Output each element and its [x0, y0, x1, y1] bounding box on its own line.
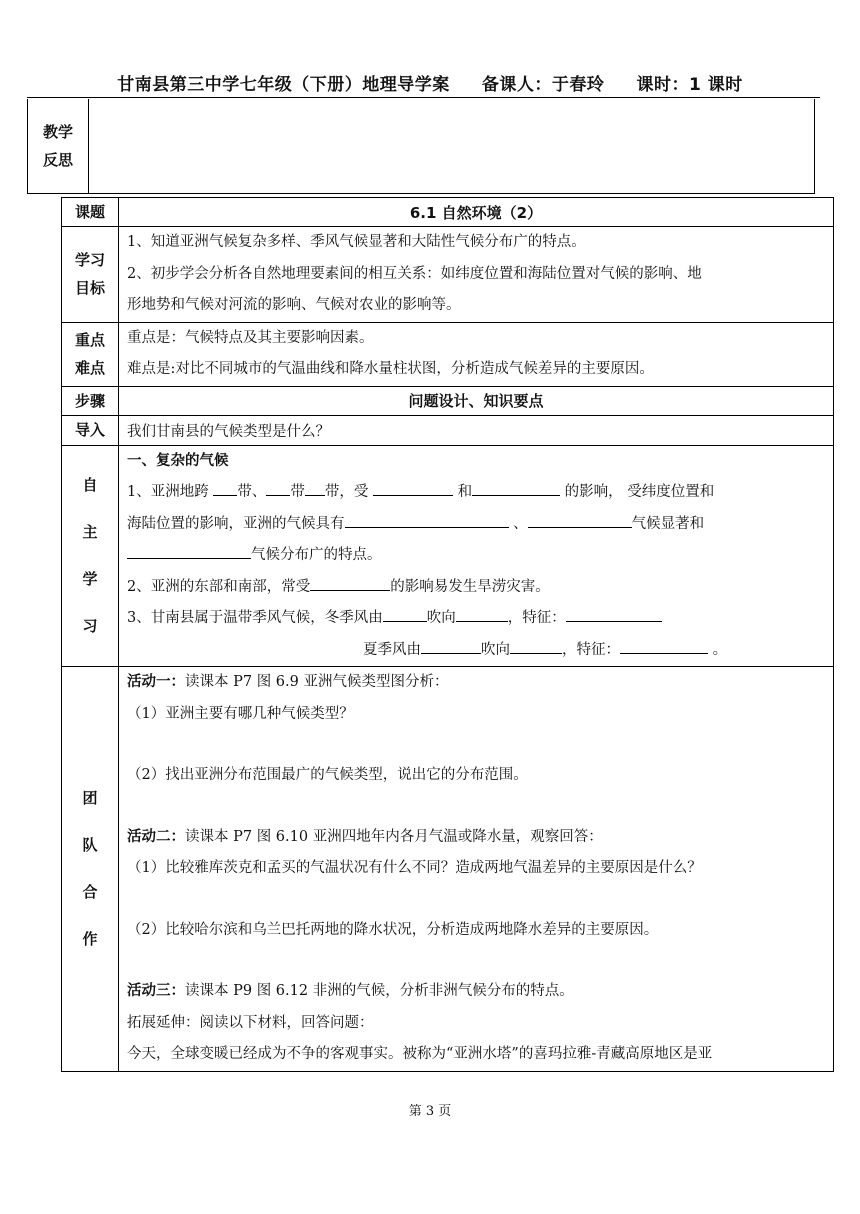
answer-space[interactable] [127, 885, 827, 915]
activity-3 [127, 976, 827, 1008]
goals-label-line1: 学习 [74, 251, 105, 270]
team-label-char: 队 [82, 835, 98, 854]
q-text: 气候分布广的特点。 [251, 547, 382, 563]
q-text: 夏季风由 [363, 641, 421, 658]
question-3-summer [127, 635, 827, 667]
extension-heading: 拓展延伸：阅读以下材料，回答问题： [127, 1014, 374, 1031]
key-point: 重点是：气候特点及其主要影响因素。 [127, 329, 374, 346]
reflection-table [27, 99, 815, 194]
lesson-table [61, 197, 834, 1072]
self-study-label-char: 自 [82, 475, 98, 494]
blank-field[interactable] [266, 479, 290, 496]
activity-1-label: 活动一： [127, 674, 185, 690]
team-label-char: 作 [82, 929, 98, 948]
blank-field[interactable] [510, 637, 562, 654]
blank-field[interactable] [213, 479, 237, 496]
intro-label: 导入 [62, 415, 119, 445]
q-text: 、 [513, 515, 528, 532]
goal-line: 形地势和气候对河流的影响、气候对农业的影响等。 [127, 297, 461, 313]
extension-text: 今天，全球变暖已经成为不争的客观事实。被称为“亚洲水塔”的喜玛拉雅-青藏高原地区是亚 [127, 1046, 713, 1062]
reflection-label-line2: 反思 [42, 151, 73, 169]
self-study-label-char: 学 [82, 569, 98, 588]
goals-label-line2: 目标 [74, 279, 105, 298]
goals-label [62, 227, 119, 323]
activity-2-label: 活动二： [127, 828, 185, 845]
activity-2 [127, 822, 827, 854]
activity-2-text: 读课本 P7 图 6.10 亚洲四地年内各月气温或降水量，观察回答： [185, 828, 603, 845]
q-text: 3、甘南县属于温带季风气候，冬季风由 [127, 610, 383, 626]
header-rule [27, 97, 820, 98]
answer-space[interactable] [127, 792, 827, 822]
key-content [119, 322, 834, 386]
q-text: 的影响， 受纬度位置和 [564, 484, 715, 500]
activity-2-q2: （2）比较哈尔滨和乌兰巴托两地的降水状况，分析造成两地降水差异的主要原因。 [127, 921, 659, 938]
activity-1 [127, 667, 827, 699]
blank-field[interactable] [310, 574, 390, 591]
q-text: 。 [712, 641, 728, 658]
reflection-content[interactable] [89, 99, 815, 194]
self-study-label-char: 习 [82, 616, 98, 635]
topic-label: 课题 [62, 198, 119, 227]
topic-title: 6.1 自然环境（2） [119, 198, 834, 227]
goal-line: 2、初步学会分析各自然地理要素间的相互关系：如纬度位置和海陆位置对气候的影响、地 [127, 265, 702, 282]
key-label-line2: 难点 [74, 359, 105, 377]
blank-field[interactable] [421, 637, 481, 654]
activity-2-q1: （1）比较雅库茨克和孟买的气温状况有什么不同？造成两地气温差异的主要原因是什么？ [127, 860, 702, 876]
q-text: 带、 [237, 484, 267, 500]
page-number: 第 3 页 [408, 1104, 452, 1119]
header-title: 甘南县第三中学七年级（下册）地理导学案 [117, 75, 450, 95]
answer-space[interactable] [127, 946, 827, 976]
header-preparer: 备课人：于春玲 [481, 75, 605, 95]
intro-text: 我们甘南县的气候类型是什么？ [119, 415, 834, 445]
difficult-point: 难点是:对比不同城市的气温曲线和降水量柱状图，分析造成气候差异的主要原因。 [127, 361, 654, 377]
self-study-label [62, 445, 119, 667]
q-text: 海陆位置的影响，亚洲的气候具有 [127, 515, 345, 532]
answer-space[interactable] [127, 730, 827, 760]
blank-field[interactable] [528, 511, 632, 528]
reflection-label [28, 99, 89, 194]
activity-3-label: 活动三： [127, 983, 185, 999]
activity-1-text: 读课本 P7 图 6.9 亚洲气候类型图分析： [185, 674, 449, 690]
q-text: 吹向 [481, 641, 510, 658]
blank-field[interactable] [345, 511, 509, 528]
team-content [119, 667, 834, 1072]
q-text: 带，受 [324, 484, 369, 500]
blank-field[interactable] [383, 605, 427, 622]
header-period: 课时：1 课时 [636, 75, 743, 95]
team-label-char: 合 [82, 882, 98, 901]
question-1-line3 [127, 540, 827, 572]
blank-field[interactable] [472, 479, 560, 496]
q-text: 和 [457, 484, 473, 500]
q-text: 1、亚洲地跨 [127, 484, 209, 500]
self-study-content [119, 445, 834, 667]
blank-field[interactable] [456, 605, 508, 622]
question-1-line1 [127, 477, 827, 509]
steps-label: 步骤 [62, 386, 119, 415]
reflection-label-line1: 教学 [42, 123, 73, 141]
activity-3-text: 读课本 P9 图 6.12 非洲的气候，分析非洲气候分布的特点。 [185, 983, 574, 999]
team-label [62, 667, 119, 1072]
blank-field[interactable] [373, 479, 453, 496]
activity-1-q1: （1）亚洲主要有哪几种气候类型？ [127, 705, 354, 722]
question-2 [127, 572, 827, 604]
q-text: ，特征： [562, 641, 620, 658]
self-study-heading: 一、复杂的气候 [127, 452, 229, 469]
goal-line: 1、知道亚洲气候复杂多样、季风气候显著和大陆性气候分布广的特点。 [127, 234, 586, 250]
question-1-line2 [127, 509, 827, 541]
activity-1-q2: （2）找出亚洲分布范围最广的气候类型，说出它的分布范围。 [127, 767, 528, 783]
q-text: 的影响易发生旱涝灾害。 [390, 578, 550, 595]
page-header [0, 70, 860, 95]
team-label-char: 团 [82, 788, 98, 807]
goals-content [119, 227, 834, 323]
key-label-line1: 重点 [74, 331, 105, 349]
blank-field[interactable] [127, 542, 251, 559]
self-study-label-char: 主 [82, 522, 98, 541]
key-label [62, 322, 119, 386]
steps-heading: 问题设计、知识要点 [119, 386, 834, 415]
q-text: ，特征： [507, 610, 566, 626]
q-text: 气候显著和 [631, 515, 705, 532]
question-3-winter [127, 603, 827, 635]
q-text: 带 [290, 484, 305, 500]
blank-field[interactable] [566, 605, 662, 622]
q-text: 吹向 [426, 610, 456, 626]
blank-field[interactable] [620, 637, 708, 654]
blank-field[interactable] [305, 479, 325, 496]
q-text: 2、亚洲的东部和南部，常受 [127, 578, 311, 595]
